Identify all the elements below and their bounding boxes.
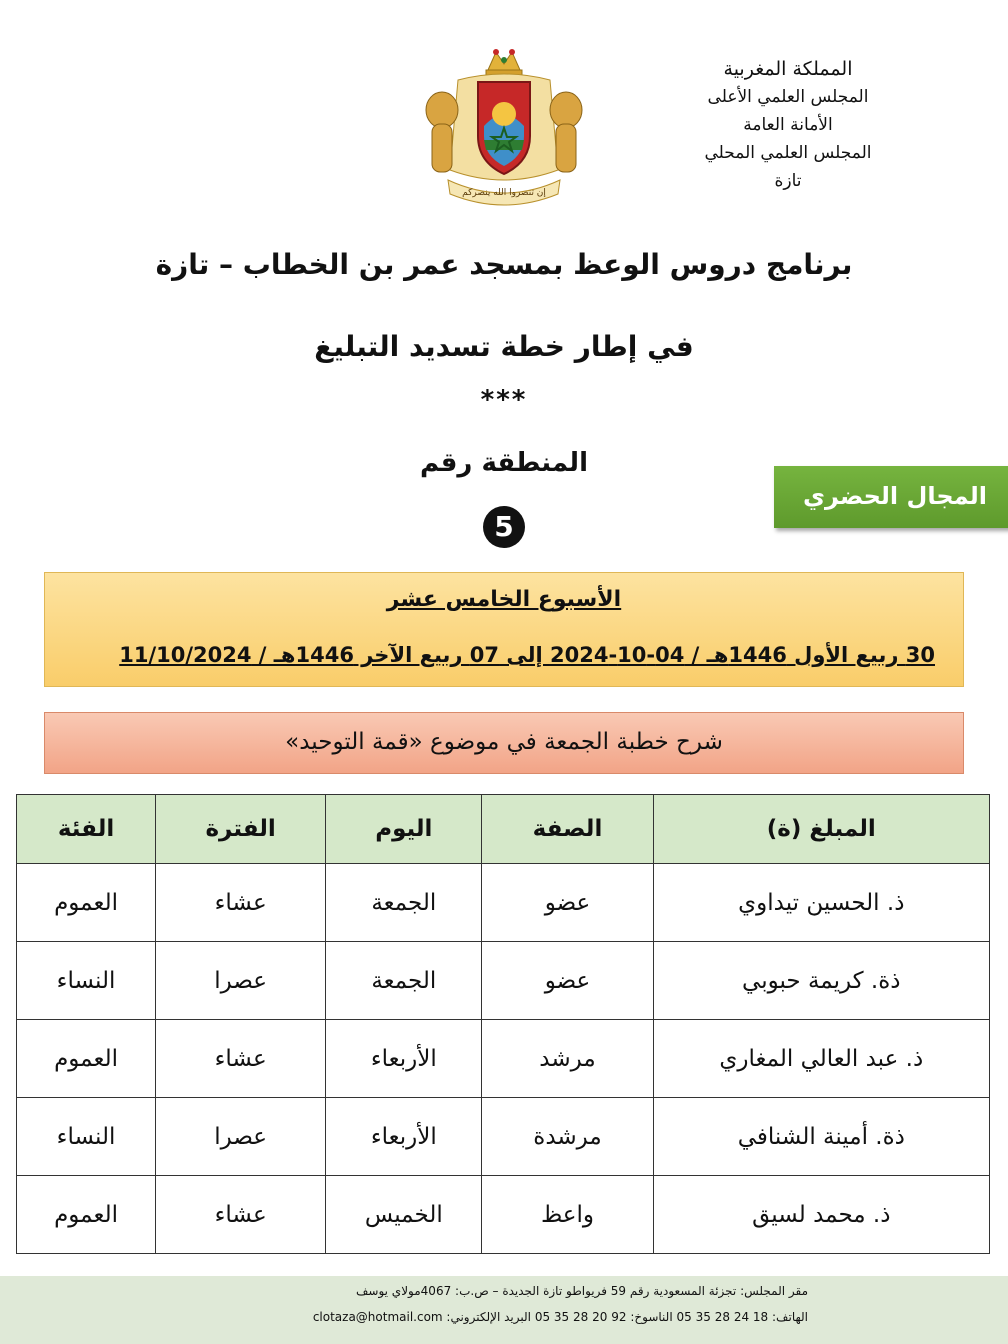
week-title: الأسبوع الخامس عشر xyxy=(386,587,622,612)
footer-contact: الهاتف: 18 24 28 35 05 الناسوخ: 92 20 28 35 05 البريد الإلكتروني: clotaza@hotmail.com xyxy=(312,1310,808,1324)
cell-period: عصرا xyxy=(156,942,326,1020)
header-period: الفترة xyxy=(156,795,326,864)
cell-period: عصرا xyxy=(156,1098,326,1176)
schedule-table xyxy=(16,794,990,1254)
page-subtitle: في إطار خطة تسديد التبليغ xyxy=(314,330,694,363)
royal-emblem-icon xyxy=(418,40,590,208)
cell-preacher: ذة. أمينة الشنافي xyxy=(653,1098,989,1176)
header-line-secretariat: الأمانة العامة xyxy=(743,115,833,135)
cell-period: عشاء xyxy=(156,1020,326,1098)
zone-label: المنطقة رقم xyxy=(420,448,588,478)
institution-header xyxy=(668,55,908,195)
cell-day: الأربعاء xyxy=(326,1020,482,1098)
cell-day: الجمعة xyxy=(326,942,482,1020)
header-line-kingdom: المملكة المغربية xyxy=(723,58,853,80)
week-dates: 30 ربيع الأول 1446هـ / 04-10-2024 إلى 07 ربيع الآخر 1446هـ / 11/10/2024 xyxy=(119,643,935,667)
cell-role: مرشدة xyxy=(482,1098,653,1176)
cell-preacher: ذ. عبد العالي المغاري xyxy=(653,1020,989,1098)
header-audience: الفئة xyxy=(17,795,156,864)
header-line-city: تازة xyxy=(774,171,802,191)
cell-audience: العموم xyxy=(17,1176,156,1254)
cell-preacher: ذة. كريمة حبوبي xyxy=(653,942,989,1020)
footer xyxy=(0,1276,1008,1344)
table-header-row xyxy=(17,795,990,864)
cell-period: عشاء xyxy=(156,864,326,942)
table-row xyxy=(17,942,990,1020)
page-title: برنامج دروس الوعظ بمسجد عمر بن الخطاب – تازة xyxy=(155,248,853,281)
header-line-high-council: المجلس العلمي الأعلى xyxy=(707,87,869,107)
cell-day: الخميس xyxy=(326,1176,482,1254)
table-row xyxy=(17,1020,990,1098)
cell-role: واعظ xyxy=(482,1176,653,1254)
cell-audience: العموم xyxy=(17,1020,156,1098)
header-day: اليوم xyxy=(326,795,482,864)
cell-day: الجمعة xyxy=(326,864,482,942)
week-box xyxy=(44,572,964,687)
separator-stars: *** xyxy=(480,385,528,415)
cell-preacher: ذ. الحسين تيداوي xyxy=(653,864,989,942)
cell-preacher: ذ. محمد لسيق xyxy=(653,1176,989,1254)
cell-audience: العموم xyxy=(17,864,156,942)
cell-audience: النساء xyxy=(17,1098,156,1176)
zone-number-badge: 5 xyxy=(483,506,525,548)
header-preacher: المبلغ (ة) xyxy=(653,795,989,864)
emblem-motto: إن تنصروا الله ينصركم xyxy=(462,188,546,198)
cell-period: عشاء xyxy=(156,1176,326,1254)
table-row xyxy=(17,1098,990,1176)
topic-box: شرح خطبة الجمعة في موضوع «قمة التوحيد» xyxy=(44,712,964,774)
cell-role: عضو xyxy=(482,864,653,942)
table-row xyxy=(17,864,990,942)
cell-day: الأربعاء xyxy=(326,1098,482,1176)
header-line-local-council: المجلس العلمي المحلي xyxy=(704,143,872,163)
header-role: الصفة xyxy=(482,795,653,864)
table-row xyxy=(17,1176,990,1254)
footer-address: مقر المجلس: تجزئة المسعودية رقم 59 فريواطو تازة الجديدة – ص.ب: 4067مولاي يوسف xyxy=(355,1284,808,1298)
cell-role: مرشد xyxy=(482,1020,653,1098)
domain-tag: المجال الحضري xyxy=(774,466,1008,528)
cell-role: عضو xyxy=(482,942,653,1020)
cell-audience: النساء xyxy=(17,942,156,1020)
